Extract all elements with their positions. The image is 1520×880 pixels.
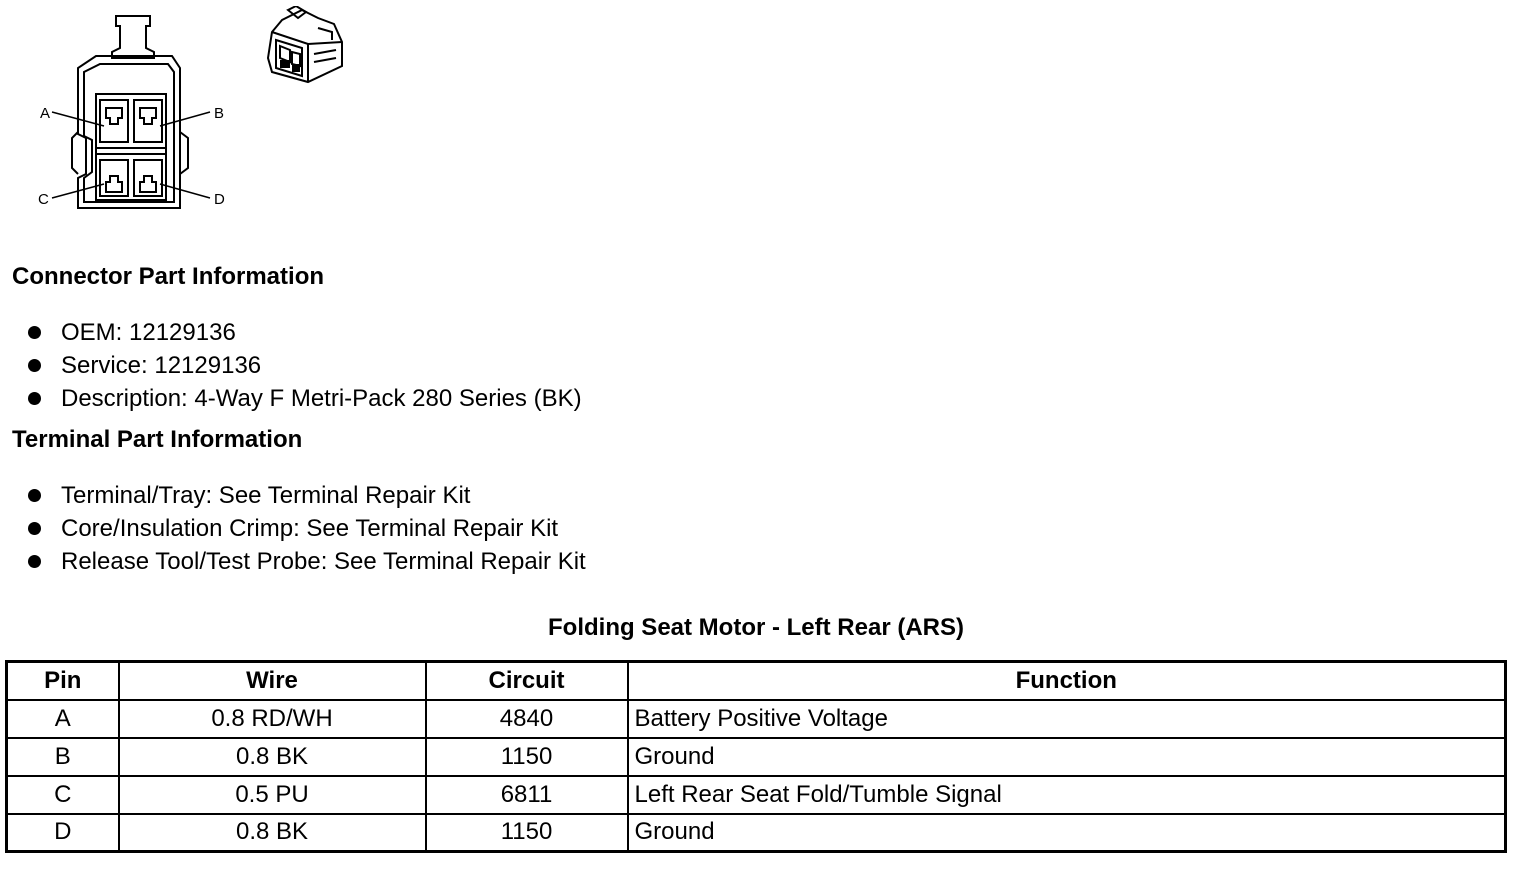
connector-face-diagram [20,8,250,218]
pin-label-a: A [40,105,51,122]
bullet-icon [28,555,41,568]
pin-label-d: D [214,191,225,208]
terminal-info-list [28,479,586,578]
pinout-table [5,660,1507,853]
table-row [7,700,1506,738]
table-row [7,776,1506,814]
cell-circuit: 4840 [426,700,628,738]
list-item-text: Service: 12129136 [61,352,262,379]
cell-circuit: 1150 [426,814,628,852]
cell-function: Ground [628,814,1506,852]
connector-info-list [28,316,582,415]
cell-wire: 0.8 RD/WH [119,700,426,738]
cell-function: Ground [628,738,1506,776]
cell-pin: A [7,700,119,738]
list-item [28,512,586,545]
cell-wire: 0.8 BK [119,814,426,852]
list-item [28,349,582,382]
table-row [7,738,1506,776]
table-header-row [7,662,1506,700]
list-item [28,316,582,349]
list-item [28,382,582,415]
list-item [28,545,586,578]
bullet-icon [28,392,41,405]
cell-function: Left Rear Seat Fold/Tumble Signal [628,776,1506,814]
connector-info-heading: Connector Part Information [12,263,325,290]
pin-label-b: B [214,105,225,122]
list-item-text: OEM: 12129136 [61,319,236,346]
bullet-icon [28,326,41,339]
header-wire: Wire [119,662,426,700]
bullet-icon [28,489,41,502]
terminal-info-heading: Terminal Part Information [12,426,303,453]
table-title: Folding Seat Motor - Left Rear (ARS) [548,614,964,641]
list-item-text: Core/Insulation Crimp: See Terminal Repair Kit [61,515,559,542]
cell-circuit: 6811 [426,776,628,814]
bullet-icon [28,522,41,535]
list-item-text: Terminal/Tray: See Terminal Repair Kit [61,482,471,509]
pin-label-c: C [38,191,49,208]
cell-pin: C [7,776,119,814]
bullet-icon [28,359,41,372]
cell-function: Battery Positive Voltage [628,700,1506,738]
list-item-text: Release Tool/Test Probe: See Terminal Repair Kit [61,548,586,575]
cell-circuit: 1150 [426,738,628,776]
list-item [28,479,586,512]
cell-wire: 0.8 BK [119,738,426,776]
header-pin: Pin [7,662,119,700]
cell-pin: D [7,814,119,852]
header-circuit: Circuit [426,662,628,700]
connector-isometric-icon [262,6,352,88]
header-function: Function [628,662,1506,700]
table-row [7,814,1506,852]
cell-wire: 0.5 PU [119,776,426,814]
cell-pin: B [7,738,119,776]
list-item-text: Description: 4-Way F Metri-Pack 280 Series (BK) [61,385,582,412]
